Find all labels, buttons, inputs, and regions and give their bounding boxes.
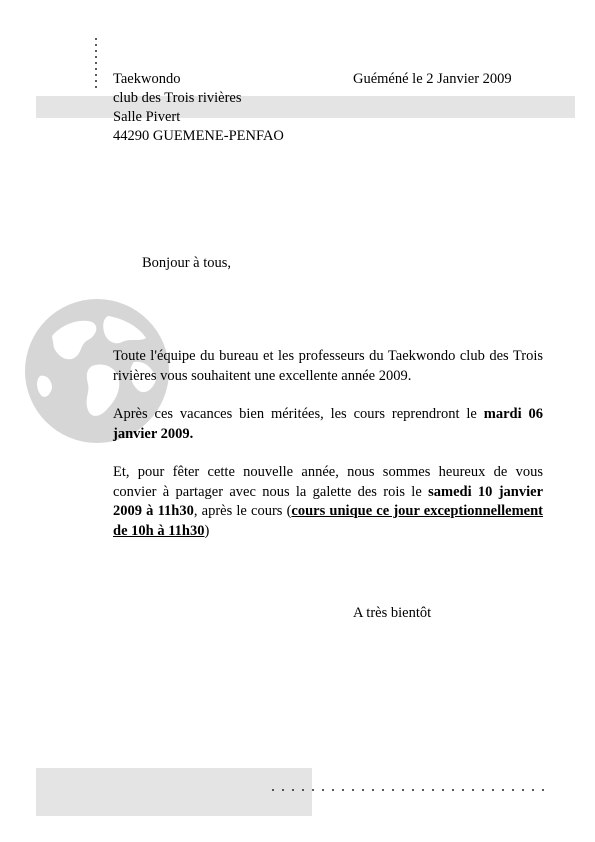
place-date: Guéméné le 2 Janvier 2009 <box>353 71 512 87</box>
paragraph-invitation <box>113 463 543 541</box>
special-class-note: cours unique ce jour exceptionnellement de 10h à 11h30 <box>113 503 544 539</box>
sender-address <box>113 70 284 146</box>
paragraph-text: ) <box>204 522 210 539</box>
greeting: Bonjour à tous, <box>142 255 232 271</box>
paragraph-classes <box>113 405 543 444</box>
sender-line: club des Trois rivières <box>113 90 242 106</box>
paragraph-wishes: Toute l'équipe du bureau et les professeurs du Taekwondo club des Trois rivières vous souhaitent une excellente année 2009. <box>113 348 543 384</box>
sender-line: Taekwondo <box>113 71 181 87</box>
event-date: samedi 10 janvier 2009 à 11h30 <box>113 483 544 519</box>
sender-line: 44290 GUEMENE-PENFAO <box>113 128 284 144</box>
horizontal-dotted-line <box>268 788 550 792</box>
paragraph-text: , après le cours ( <box>193 503 292 519</box>
sender-line: Salle Pivert <box>113 109 181 125</box>
footer-gray-band <box>36 768 312 816</box>
letter-body <box>113 347 543 560</box>
closing: A très bientôt <box>353 605 432 621</box>
paragraph-text: Après ces vacances bien méritées, les cours reprendront le <box>113 406 484 422</box>
paragraph-text: Et, pour fêter cette nouvelle année, nous sommes heureux de vous convier à partager avec nous la galette des rois le <box>113 464 543 500</box>
vertical-dotted-line <box>94 36 98 92</box>
resume-date: mardi 06 janvier 2009. <box>113 406 543 442</box>
